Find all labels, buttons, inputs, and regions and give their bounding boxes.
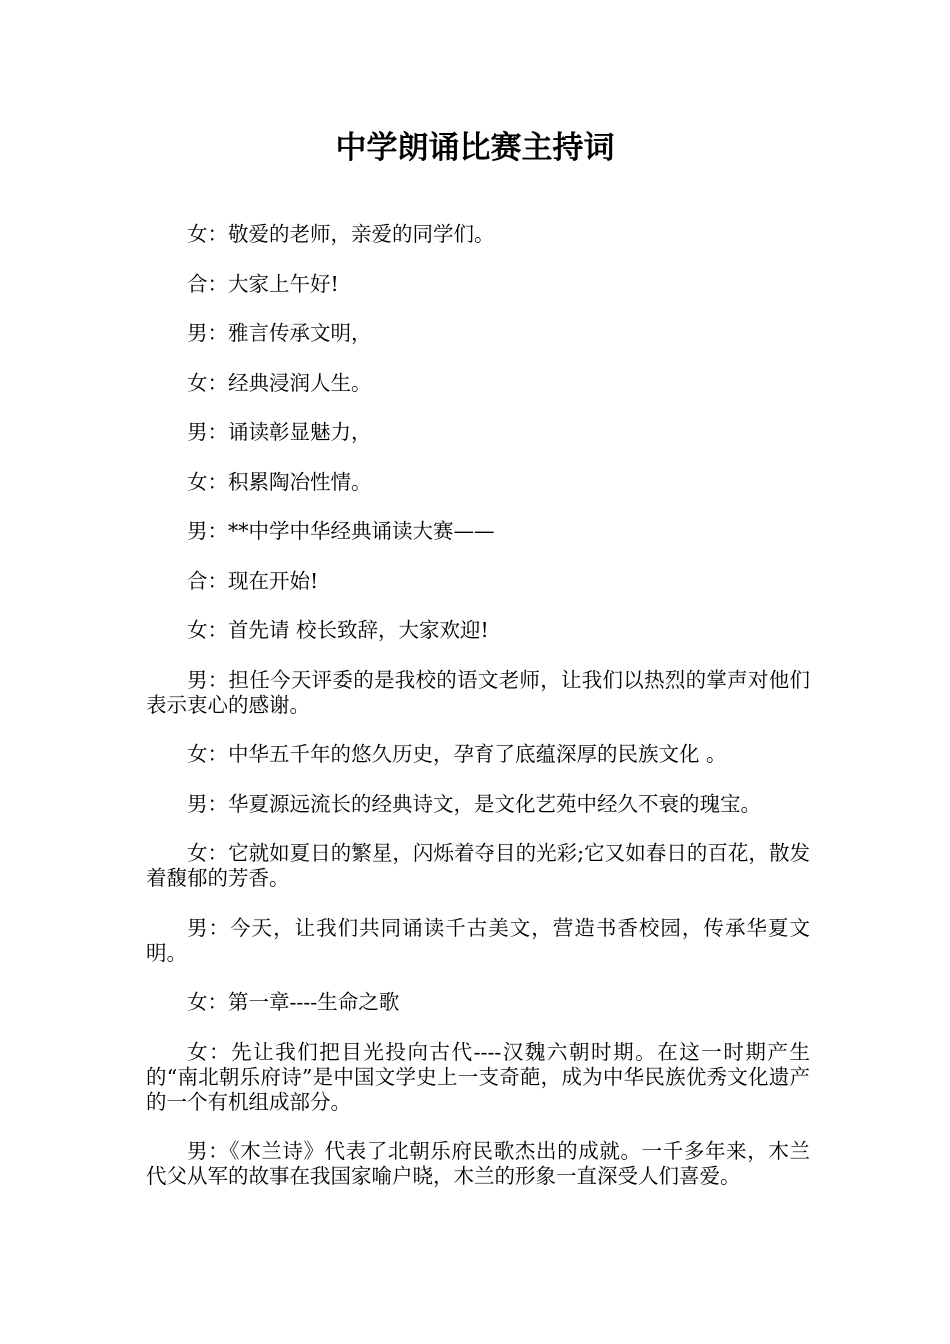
paragraph: 女：中华五千年的悠久历史，孕育了底蕴深厚的民族文化 。 (187, 742, 727, 766)
paragraph: 女：第一章----生命之歌 (187, 990, 400, 1014)
paragraph: 男：华夏源远流长的经典诗文，是文化艺苑中经久不衰的瑰宝。 (187, 791, 761, 816)
paragraph: 合：大家上午好! (187, 271, 339, 296)
paragraph: 男：诵读彰显魅力， (187, 420, 372, 444)
paragraph: 男：**中学中华经典诵读大赛—— (187, 519, 495, 543)
paragraph: 女：经典浸润人生。 (187, 370, 372, 395)
paragraph: 女：先让我们把目光投向古代----汉魏六朝时期。在这一时期产生的“南北朝乐府诗”是中国文学史上一支奇葩，成为中华民族优秀文化遗产的一个有机组成部分。 (146, 1039, 810, 1114)
paragraph: 女：敬爱的老师，亲爱的同学们。 (187, 222, 495, 246)
paragraph: 女：它就如夏日的繁星，闪烁着夺目的光彩;它又如春日的百花，散发着馥郁的芳香。 (146, 841, 810, 890)
document-body (146, 222, 810, 1214)
paragraph: 男：担任今天评委的是我校的语文老师，让我们以热烈的掌声对他们表示衷心的感谢。 (146, 667, 810, 717)
paragraph: 女：首先请 校长致辞，大家欢迎! (187, 618, 489, 642)
document-title: 中学朗诵比赛主持词 (335, 130, 615, 166)
paragraph: 男：《木兰诗》代表了北朝乐府民歌杰出的成就。一千多年来，木兰代父从军的故事在我国家喻户晓，木兰的形象一直深受人们喜爱。 (146, 1139, 810, 1188)
paragraph: 合：现在开始! (187, 568, 319, 593)
paragraph: 男：雅言传承文明， (187, 321, 372, 345)
paragraph: 男：今天，让我们共同诵读千古美文，营造书香校园，传承华夏文明。 (146, 915, 810, 965)
paragraph: 女：积累陶冶性情。 (187, 469, 372, 494)
